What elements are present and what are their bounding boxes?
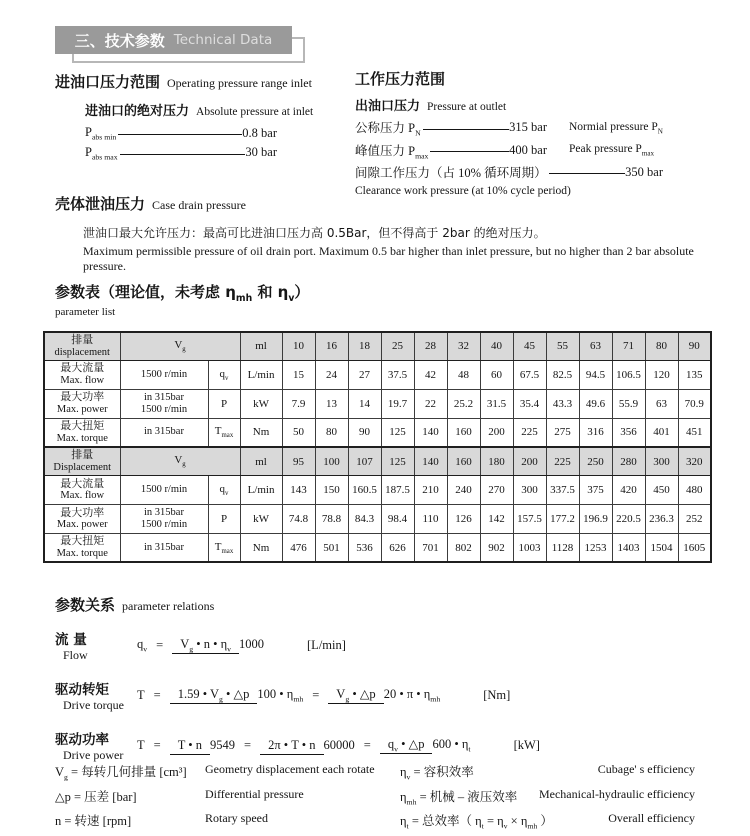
value-cell: 157.5 (513, 504, 546, 533)
drain-text-cn: 泄油口最大允许压力：最高可比进油口压力高 0.5Bar，但不得高于 2bar 的绝对压力。 (83, 226, 546, 240)
value-cell: 356 (612, 418, 645, 447)
section-banner (55, 26, 292, 54)
value-cell: 177.2 (546, 504, 579, 533)
legend-symbol: △p = 压差 [bar] (55, 789, 137, 804)
paramlist-title-cn: 参数表（理论值，未考虑 $\eta_{mh}$ 和 $\eta_v$） (55, 283, 310, 304)
value-cell: 84.3 (348, 504, 381, 533)
fraction-numerator: T • n (170, 738, 210, 755)
unit-cell: kW (240, 389, 282, 418)
row-label-cn: 最大功率 (60, 391, 105, 404)
value-cell: 42 (414, 360, 447, 389)
value-cell: 236.3 (645, 504, 678, 533)
row-label-cell (44, 418, 120, 447)
value-cell: 1253 (579, 533, 612, 562)
legend-row (55, 787, 695, 807)
size-header-cell: 140 (414, 447, 447, 475)
pressure-label: 公称压力 $P_N$ (355, 121, 421, 138)
equals-sign: = (312, 687, 320, 702)
formula-label (55, 678, 137, 713)
size-header-cell: 180 (480, 447, 513, 475)
value-cell: 200 (480, 418, 513, 447)
value-cell: 35.4 (513, 389, 546, 418)
value-cell: 150 (315, 475, 348, 504)
value-cell: 802 (447, 533, 480, 562)
row-label-cell (44, 533, 120, 562)
fraction-numerator: $q_v$ • △p (380, 737, 433, 754)
value-cell: 22 (414, 389, 447, 418)
formula-unit: [Nm] (483, 687, 511, 702)
value-cell: 25.2 (447, 389, 480, 418)
condition-cell: in 315bar (120, 533, 208, 562)
fraction (170, 738, 235, 753)
size-header-cell: 18 (348, 332, 381, 360)
legend-desc: Geometry displacement each rotate (205, 762, 375, 776)
value-cell: 110 (414, 504, 447, 533)
fraction-denominator: 60000 (323, 737, 355, 752)
leader-line (118, 134, 242, 135)
value-cell: 27 (348, 360, 381, 389)
outlet-line-nominal (355, 118, 747, 138)
legend-desc: Differential pressure (205, 786, 304, 801)
leader-line (549, 173, 625, 174)
size-header-cell: 250 (579, 447, 612, 475)
pressure-note: Normial pressure $P_N$ (569, 120, 663, 135)
pressure-value: 315 bar (509, 120, 547, 135)
formula-unit: [L/min] (307, 637, 346, 652)
condition-cell: in 315bar 1500 r/min (120, 504, 208, 533)
fraction (170, 686, 304, 704)
outlet-line-clearance (355, 163, 747, 181)
pressure-value: 30 bar (245, 145, 277, 160)
fraction-denominator: 1000 (239, 636, 265, 651)
formula-label-cn: 驱动转矩 (55, 681, 109, 698)
size-header-cell: 32 (447, 332, 480, 360)
size-header-cell: 160 (447, 447, 480, 475)
value-cell: 78.8 (315, 504, 348, 533)
equals-sign: = (244, 737, 252, 752)
pressure-note: Peak pressure $P_{max}$ (569, 143, 655, 158)
value-cell: 196.9 (579, 504, 612, 533)
unit-cell: L/min (240, 475, 282, 504)
row-label-en: Max. power (56, 403, 108, 415)
drain-text-en: Maximum permissible pressure of oil drain port. Maximum 0.5 bar higher than inlet pressure, but no higher than 2 bar absolute pressure. (83, 244, 694, 273)
value-cell: 220.5 (612, 504, 645, 533)
formula-expression (137, 686, 510, 704)
table-header-row (44, 332, 711, 360)
value-cell: 270 (480, 475, 513, 504)
fraction (380, 736, 471, 754)
value-cell: 1403 (612, 533, 645, 562)
legend-symbol: $V_g$ = 每转几何排量 [cm³] (55, 765, 187, 782)
relations-title-cn: 参数关系 (55, 596, 116, 614)
pressure-value: 350 bar (625, 164, 663, 179)
formula-lhs: $q_v$ (137, 636, 148, 654)
formula-row (55, 675, 715, 715)
leader-line (120, 154, 246, 155)
pressure-label: 峰值压力 $P_{max}$ (355, 143, 429, 160)
vg-header-cell: $V_g$ (120, 447, 240, 475)
size-header-cell: 10 (282, 332, 315, 360)
row-label-cell (44, 475, 120, 504)
size-header-cell: 200 (513, 447, 546, 475)
equals-sign: = (153, 687, 161, 702)
pressure-value: 0.8 bar (242, 125, 277, 140)
value-cell: 37.5 (381, 360, 414, 389)
row-label-cn: 最大功率 (60, 506, 105, 519)
inlet-sub-cn: 进油口的绝对压力 (85, 104, 190, 119)
legend-desc: Cubage' s efficiency (597, 762, 695, 776)
header-label-en: Displacement (53, 461, 112, 473)
unit-cell: Nm (240, 533, 282, 562)
value-cell: 125 (381, 418, 414, 447)
formula-label-cn: 驱动功率 (55, 731, 109, 748)
formula-row (55, 625, 715, 665)
unit-cell: kW (240, 504, 282, 533)
value-cell: 142 (480, 504, 513, 533)
working-pressure-section (355, 68, 747, 197)
pressure-label: 间隙工作压力（占 10% 循环周期） (355, 166, 547, 180)
legend-symbol: $\eta_v$ = 容积效率 (400, 765, 474, 782)
value-cell: 337.5 (546, 475, 579, 504)
value-cell: 74.8 (282, 504, 315, 533)
value-cell: 451 (678, 418, 711, 447)
fraction-numerator: 1.59 • $V_g$ • △p (170, 687, 258, 704)
value-cell: 501 (315, 533, 348, 562)
value-cell: 70.9 (678, 389, 711, 418)
leader-line (430, 151, 509, 152)
size-header-cell: 225 (546, 447, 579, 475)
outlet-sub-cn: 出油口压力 (355, 99, 421, 114)
formula-row (55, 725, 715, 765)
fraction-numerator: $V_g$ • n • $\eta_v$ (172, 637, 239, 654)
size-header-cell: 280 (612, 447, 645, 475)
fraction-denominator: 9549 (210, 737, 235, 752)
header-label-cn: 排量 (71, 334, 94, 346)
condition-cell: in 315bar (120, 418, 208, 447)
value-cell: 1504 (645, 533, 678, 562)
unit-header-cell: ml (240, 332, 282, 360)
fraction-numerator: 2π • T • n (260, 738, 323, 755)
equals-sign: = (156, 637, 164, 652)
row-label-cn: 最大扭矩 (60, 420, 105, 433)
value-cell: 160 (447, 418, 480, 447)
value-cell: 143 (282, 475, 315, 504)
table-row (44, 418, 711, 447)
formula-label-en: Flow (63, 647, 88, 662)
fraction-numerator: $V_g$ • △p (328, 687, 383, 704)
size-header-cell: 100 (315, 447, 348, 475)
size-header-cell: 80 (645, 332, 678, 360)
value-cell: 902 (480, 533, 513, 562)
inlet-line-abs-max (85, 145, 277, 162)
formula-label (55, 728, 137, 763)
formula-unit: [kW] (513, 737, 540, 752)
value-cell: 1605 (678, 533, 711, 562)
inlet-pressure-section (55, 71, 355, 164)
table-row (44, 360, 711, 389)
formula-lhs: T (137, 737, 145, 752)
table-row (44, 389, 711, 418)
value-cell: 626 (381, 533, 414, 562)
value-cell: 49.6 (579, 389, 612, 418)
banner-title-en: Technical Data (173, 32, 273, 48)
fraction (172, 637, 264, 654)
value-cell: 60 (480, 360, 513, 389)
equals-sign: = (363, 737, 371, 752)
value-cell: 90 (348, 418, 381, 447)
legend-desc: Overall efficiency (608, 811, 695, 825)
fraction-denominator: 100 • $\eta_{mh}$ (257, 687, 304, 704)
unit-cell: Nm (240, 418, 282, 447)
legend-desc: Mechanical-hydraulic efficiency (538, 786, 695, 801)
value-cell: 55.9 (612, 389, 645, 418)
size-header-cell: 90 (678, 332, 711, 360)
fraction (328, 686, 440, 704)
size-header-cell: 125 (381, 447, 414, 475)
size-header-cell: 95 (282, 447, 315, 475)
formula-lhs: T (137, 687, 145, 702)
relations-title-en: parameter relations (122, 599, 215, 613)
value-cell: 536 (348, 533, 381, 562)
fraction-denominator: 20 • π • $\eta_{mh}$ (383, 687, 441, 704)
value-cell: 240 (447, 475, 480, 504)
condition-cell: 1500 r/min (120, 475, 208, 504)
drain-title-en: Case drain pressure (152, 198, 246, 212)
drain-title-cn: 壳体泄油压力 (55, 195, 146, 213)
condition-cell: 1500 r/min (120, 360, 208, 389)
value-cell: 67.5 (513, 360, 546, 389)
inlet-title-cn: 进油口压力范围 (55, 73, 161, 91)
inlet-title-en: Operating pressure range inlet (167, 76, 312, 90)
value-cell: 187.5 (381, 475, 414, 504)
value-cell: 701 (414, 533, 447, 562)
symbol-cell: $T_{max}$ (208, 533, 240, 562)
formula-label-en: Drive torque (63, 697, 124, 712)
size-header-cell: 40 (480, 332, 513, 360)
row-label-en: Max. power (56, 519, 108, 531)
value-cell: 135 (678, 360, 711, 389)
legend-row (55, 762, 695, 782)
value-cell: 13 (315, 389, 348, 418)
value-cell: 14 (348, 389, 381, 418)
value-cell: 401 (645, 418, 678, 447)
symbol-cell: $T_{max}$ (208, 418, 240, 447)
row-label-cell (44, 504, 120, 533)
value-cell: 450 (645, 475, 678, 504)
leader-line (423, 129, 509, 130)
displacement-header-cell (44, 332, 120, 360)
equals-sign: = (153, 737, 161, 752)
header-label-en: displacement (54, 346, 110, 358)
row-label-en: Max. flow (60, 374, 105, 386)
size-header-cell: 300 (645, 447, 678, 475)
parameter-table-wrap (43, 331, 710, 563)
value-cell: 24 (315, 360, 348, 389)
symbol-legend (55, 762, 695, 836)
formula-label-en: Drive power (63, 747, 124, 762)
fraction (260, 738, 355, 753)
parameter-list-title (55, 281, 309, 318)
inlet-line-abs-min (85, 125, 277, 142)
table-row (44, 475, 711, 504)
value-cell: 420 (612, 475, 645, 504)
symbol-cell: P (208, 504, 240, 533)
legend-row (55, 811, 695, 831)
value-cell: 1003 (513, 533, 546, 562)
outlet-sub-en: Pressure at outlet (427, 101, 507, 113)
value-cell: 480 (678, 475, 711, 504)
paramlist-subtitle: parameter list (55, 306, 116, 318)
value-cell: 252 (678, 504, 711, 533)
value-cell: 1128 (546, 533, 579, 562)
legend-desc: Rotary speed (205, 811, 268, 825)
value-cell: 43.3 (546, 389, 579, 418)
pressure-symbol: $P_{abs min}$ (85, 125, 117, 142)
header-label-cn: 排量 (71, 449, 94, 462)
row-label-cell (44, 389, 120, 418)
value-cell: 15 (282, 360, 315, 389)
banner-title-cn: 三、技术参数 (74, 31, 165, 50)
row-label-cn: 最大扭矩 (60, 535, 105, 548)
row-label-cn: 最大流量 (60, 362, 105, 375)
size-header-cell: 55 (546, 332, 579, 360)
inlet-sub-en: Absolute pressure at inlet (196, 106, 314, 118)
pressure-symbol: $P_{abs max}$ (85, 144, 118, 161)
displacement-header-cell (44, 447, 120, 475)
formula-label (55, 628, 137, 663)
formula-expression (137, 736, 540, 754)
unit-cell: L/min (240, 360, 282, 389)
row-label-en: Max. torque (56, 432, 108, 444)
table-header-row (44, 447, 711, 475)
value-cell: 225 (513, 418, 546, 447)
formula-expression (137, 637, 346, 654)
value-cell: 19.7 (381, 389, 414, 418)
symbol-cell: $q_v$ (208, 475, 240, 504)
parameter-table (43, 331, 712, 563)
value-cell: 80 (315, 418, 348, 447)
size-header-cell: 71 (612, 332, 645, 360)
parameter-relations-section (55, 594, 715, 765)
outlet-footnote: Clearance work pressure (at 10% cycle period) (355, 185, 571, 197)
fraction-denominator: 600 • $\eta_t$ (432, 737, 471, 754)
outlet-line-peak (355, 141, 747, 161)
value-cell: 94.5 (579, 360, 612, 389)
formula-label-cn: 流 量 (55, 631, 87, 648)
row-label-cell (44, 360, 120, 389)
value-cell: 275 (546, 418, 579, 447)
size-header-cell: 16 (315, 332, 348, 360)
value-cell: 140 (414, 418, 447, 447)
size-header-cell: 107 (348, 447, 381, 475)
symbol-cell: P (208, 389, 240, 418)
condition-cell: in 315bar 1500 r/min (120, 389, 208, 418)
size-header-cell: 45 (513, 332, 546, 360)
value-cell: 48 (447, 360, 480, 389)
size-header-cell: 63 (579, 332, 612, 360)
size-header-cell: 320 (678, 447, 711, 475)
legend-symbol: $\eta_{mh}$ = 机械 – 液压效率 (400, 789, 518, 806)
value-cell: 160.5 (348, 475, 381, 504)
case-drain-section (55, 193, 715, 274)
size-header-cell: 25 (381, 332, 414, 360)
value-cell: 375 (579, 475, 612, 504)
outlet-title-cn: 工作压力范围 (355, 70, 446, 88)
row-label-en: Max. flow (60, 490, 105, 502)
legend-symbol: $\eta_t$ = 总效率（ $\eta_t = \eta_v \times \eta_{mh}$ ） (400, 814, 553, 831)
value-cell: 476 (282, 533, 315, 562)
value-cell: 7.9 (282, 389, 315, 418)
value-cell: 98.4 (381, 504, 414, 533)
row-label-cn: 最大流量 (60, 477, 105, 490)
size-header-cell: 28 (414, 332, 447, 360)
value-cell: 63 (645, 389, 678, 418)
value-cell: 31.5 (480, 389, 513, 418)
value-cell: 210 (414, 475, 447, 504)
legend-symbol: n = 转速 [rpm] (55, 814, 132, 828)
value-cell: 316 (579, 418, 612, 447)
vg-header-cell: $V_g$ (120, 332, 240, 360)
pressure-value: 400 bar (509, 142, 547, 157)
table-row (44, 533, 711, 562)
unit-header-cell: ml (240, 447, 282, 475)
row-label-en: Max. torque (56, 547, 108, 559)
value-cell: 50 (282, 418, 315, 447)
value-cell: 106.5 (612, 360, 645, 389)
value-cell: 126 (447, 504, 480, 533)
value-cell: 300 (513, 475, 546, 504)
table-row (44, 504, 711, 533)
value-cell: 120 (645, 360, 678, 389)
symbol-cell: $q_v$ (208, 360, 240, 389)
value-cell: 82.5 (546, 360, 579, 389)
